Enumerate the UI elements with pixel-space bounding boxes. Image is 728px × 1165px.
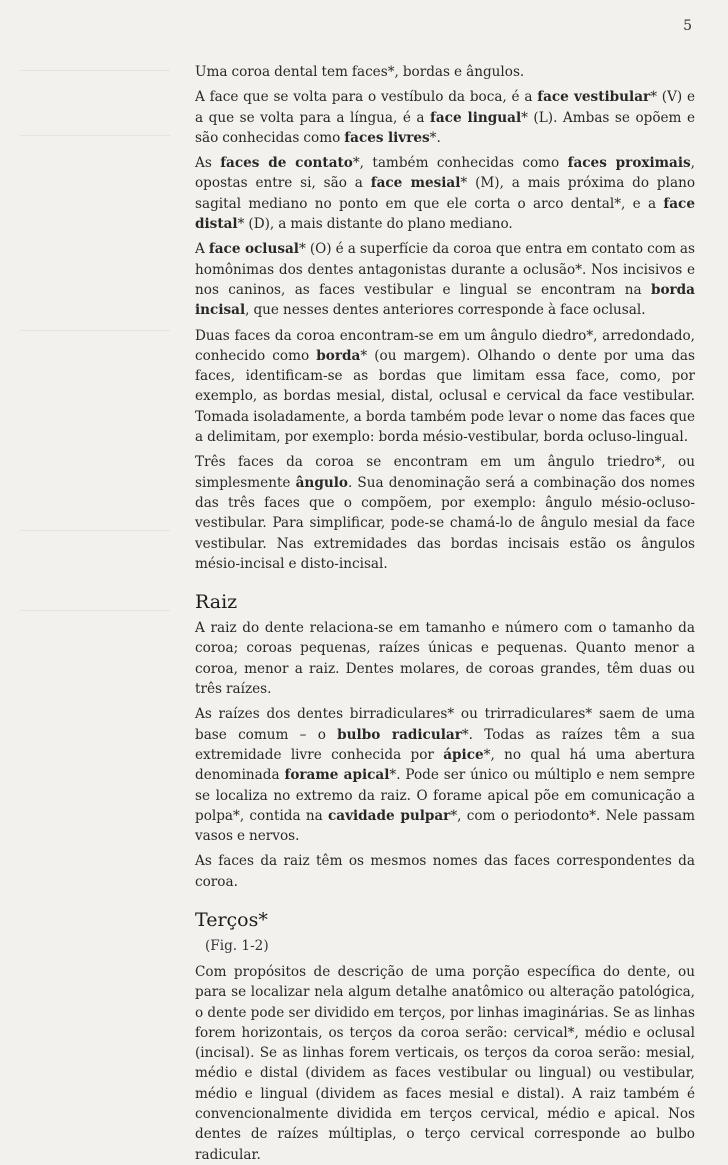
term-bold: borda — [316, 347, 361, 364]
section-heading-tercos: Terços* — [195, 908, 268, 931]
paragraph — [195, 326, 695, 448]
raiz-section — [195, 590, 695, 892]
text-run: *, também conhecidas como — [352, 155, 568, 172]
main-text — [195, 62, 695, 1165]
text-run: As — [195, 155, 221, 172]
term-bold: cavidade pulpar — [328, 807, 451, 824]
paragraph — [195, 851, 695, 892]
text-run: Uma coroa dental tem faces*, bordas e ângulos. — [195, 64, 525, 80]
text-run: As faces da raiz têm os mesmos nomes das faces correspondentes da coroa. — [195, 853, 695, 890]
paragraph — [195, 153, 695, 234]
term-bold: faces proximais — [567, 155, 691, 172]
text-run: *, no qual há uma abertura denominada — [195, 746, 696, 784]
text-run: * (O) é a superfície da coroa que entra em contato com as homônimas dos dentes antagonistas durante a oclusão*. Nos incisivos e nos caninos, as faces vestibular e lingual se encontram na — [195, 241, 696, 298]
term-bold: ápice — [443, 746, 484, 763]
show-through-line — [20, 330, 170, 331]
text-run: Três faces da coroa se encontram em um ângulo triedro*, ou simplesmente — [195, 454, 695, 491]
paragraph — [195, 239, 695, 320]
paragraph — [195, 704, 695, 846]
text-run: *, com o periodonto*. Nele passam vasos e nervos. — [195, 807, 695, 845]
text-run: * (L). Ambas se opõem e são conhecidas como — [195, 109, 696, 146]
text-run: * (ou margem). Olhando o dente por uma das faces, identificam-se as bordas que limitam essa face, como, por exemplo, as bordas mesial, distal, oclusal e cervical da face vestibular. Tomada isoladamente, a borda também pode levar o nome das faces que a delimitam, por exemplo: borda mésio-vestibular, borda ocluso-lingual. — [195, 347, 695, 446]
figure-reference: (Fig. 1-2) — [205, 937, 269, 954]
show-through-line — [20, 70, 170, 71]
show-through-line — [20, 610, 170, 611]
term-bold: faces de contato — [220, 155, 353, 172]
tercos-section — [195, 908, 695, 1165]
intro-section — [195, 62, 695, 574]
show-through-line — [20, 135, 170, 136]
paragraph — [195, 618, 695, 699]
text-run: *. — [429, 129, 441, 146]
paragraph — [195, 452, 695, 574]
term-bold: borda incisal — [195, 281, 695, 319]
text-run: , opostas entre si, são a — [195, 155, 695, 192]
term-bold: face lingual — [430, 109, 522, 126]
text-run: Com propósitos de descrição de uma porção específica do dente, ou para se localizar nela algum detalhe anatômico ou alteração patológica, o dente pode ser dividido em terços, por linhas imaginárias. Se as linhas forem horizontais, os terços da coroa serão: cervical*, médio e oclusal (incisal). Se as linhas forem verticais, os terços da coroa serão: mesial, médio e distal (dividem as faces vestibular ou lingual) ou vestibular, médio e lingual (dividem as faces mesial e distal). A raiz também é convencionalmente dividida em terços cervical, médio e apical. Nos dentes de raízes múltiplas, o terço cervical corresponde ao bulbo radicular. — [195, 963, 695, 1163]
text-run: . Sua denominação será a combinação dos nomes das três faces que o compõem, por exemplo: ângulo mésio-ocluso-vestibular. Para simplificar, pode-se chamá-lo de ângulo mesial da face vestibular. Nas extremidades das bordas incisais estão os ângulos mésio-incisal e disto-incisal. — [195, 474, 695, 572]
text-run: As raízes dos dentes birradiculares* ou trirradiculares* saem de uma base comum – o — [195, 706, 695, 743]
text-run: *. Pode ser único ou múltiplo e nem sempre se localiza no extremo da raiz. O forame apical põe em comunicação a polpa*, contida na — [195, 767, 695, 824]
term-bold: forame apical — [284, 767, 390, 784]
text-run: * (D), a mais distante do plano mediano. — [237, 216, 513, 233]
term-bold: face distal — [195, 195, 695, 233]
text-run: A raiz do dente relaciona-se em tamanho e número com o tamanho da coroa; coroas pequenas, raízes únicas e pequenas. Quanto menor a coroa, menor a raiz. Dentes molares, de coroas grandes, têm duas ou três raízes. — [195, 620, 695, 698]
text-run: , que nesses dentes anteriores corresponde à face oclusal. — [245, 302, 646, 319]
term-bold: face vestibular — [537, 89, 651, 106]
text-run: A face que se volta para o vestíbulo da boca, é a — [195, 89, 538, 106]
text-run: * (M), a mais próxima do plano sagital mediano no ponto em que ele corta o arco dental*, e a — [195, 175, 696, 212]
section-heading-raiz: Raiz — [195, 591, 238, 614]
page-number: 5 — [683, 18, 692, 34]
term-bold: ângulo — [295, 474, 348, 491]
text-run: A — [195, 241, 209, 258]
text-run: *. Todas as raízes têm a sua extremidade livre conhecida por — [195, 726, 695, 763]
paragraph — [195, 87, 695, 148]
term-bold: bulbo radicular — [337, 726, 462, 743]
term-bold: face oclusal — [208, 241, 299, 258]
paragraph — [195, 962, 695, 1165]
term-bold: faces livres — [344, 129, 430, 146]
term-bold: face mesial — [370, 175, 461, 192]
text-run: Duas faces da coroa encontram-se em um ângulo diedro*, arredondado, conhecido como — [195, 327, 695, 364]
show-through-line — [20, 530, 170, 531]
paragraph — [195, 62, 695, 82]
text-run: * (V) e a que se volta para a língua, é a — [195, 89, 696, 126]
